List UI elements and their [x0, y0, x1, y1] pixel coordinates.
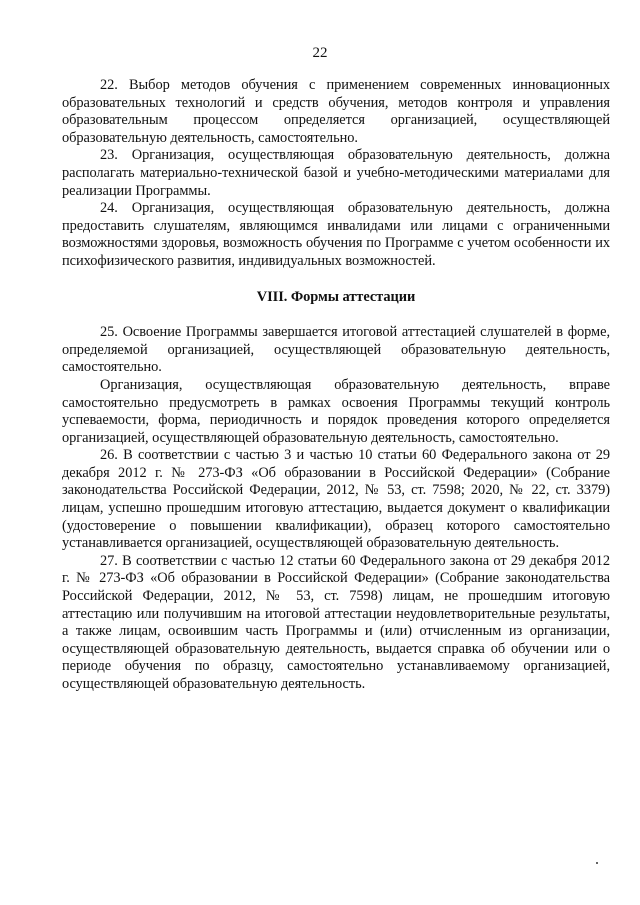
scan-mark [596, 862, 598, 864]
paragraph-24: 24. Организация, осуществляющая образовательную деятельность, должна предоставить слушателям, являющимся инвалидами или лицами с ограниченными возможностями здоровья, возможность обучения по Программе с учетом особенности их психофизического развития, индивидуальных возможностей. [62, 200, 610, 269]
paragraph-26: 26. В соответствии с частью 3 и частью 10 статьи 60 Федерального закона от 29 декабря 2012 г. № 273-ФЗ «Об образовании в Российской Федерации» (Собрание законодательства Российской Федерации, 2012, № 53, ст. 7598; 2020, № 22, ст. 3379) лицам, успешно прошедшим итоговую аттестацию, выдается документ о квалификации (удостоверение о повышении квалификации), образец которого самостоятельно устанавливается организацией, осуществляющей образовательную деятельность. [62, 447, 610, 552]
page-number: 22 [312, 45, 328, 61]
paragraph-25-continuation: Организация, осуществляющая образовательную деятельность, вправе самостоятельно предусмотреть в рамках освоения Программы текущий контроль успеваемости, форма, периодичность и порядок проведения которого определяется организацией, осуществляющей образовательную деятельность, самостоятельно. [62, 376, 610, 446]
document-body [62, 77, 610, 694]
section-title: VIII. Формы аттестации [256, 288, 416, 305]
paragraph-25: 25. Освоение Программы завершается итоговой аттестацией слушателей в форме, определяемой организацией, осуществляющей образовательную деятельность, самостоятельно. [62, 324, 610, 376]
paragraph-27: 27. В соответствии с частью 12 статьи 60 Федерального закона от 29 декабря 2012 г. № 273-ФЗ «Об образовании в Российской Федерации» (Собрание законодательства Российской Федерации, 2012, № 53, ст. 7598) лицам, не прошедшим итоговую аттестацию или получившим на итоговой аттестации неудовлетворительные результаты, а также лицам, освоившим часть Программы и (или) отчисленным из организации, осуществляющей образовательную деятельность, выдается справка об обучении или о периоде обучения по образцу, самостоятельно устанавливаемому организацией, осуществляющей образовательную деятельность. [62, 552, 610, 692]
paragraph-22: 22. Выбор методов обучения с применением современных инновационных образовательных технологий и средств обучения, методов контроля и управления образовательным процессом определяется организацией, осуществляющей образовательную деятельность, самостоятельно. [62, 77, 610, 146]
paragraph-23: 23. Организация, осуществляющая образовательную деятельность, должна располагать материально-технической базой и учебно-методическими материалами для реализации Программы. [62, 147, 610, 199]
